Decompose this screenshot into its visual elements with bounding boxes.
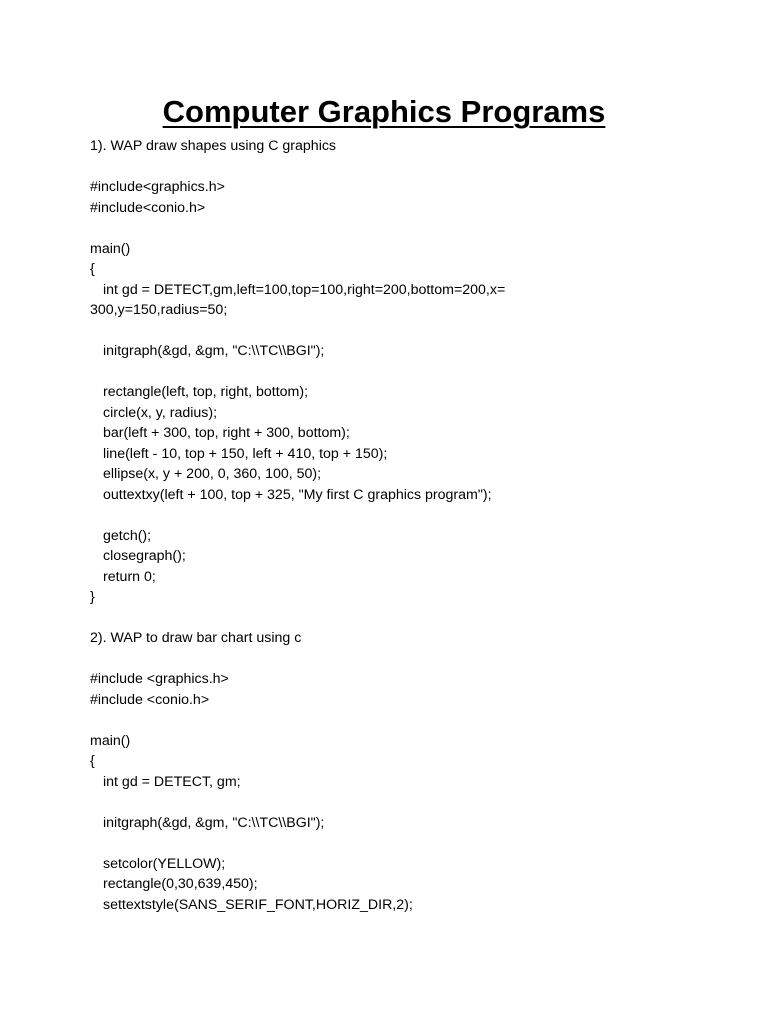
- blank-line: [90, 362, 730, 383]
- text-line: outtextxy(left + 100, top + 325, "My first C graphics program");: [103, 486, 492, 503]
- blank-line: [90, 218, 730, 239]
- document-title-text: Computer Graphics Programs: [162, 94, 606, 129]
- text-line: setcolor(YELLOW);: [103, 855, 226, 872]
- text-line: }: [90, 589, 95, 605]
- text-line: initgraph(&gd, &gm, "C:\\TC\\BGI");: [103, 343, 325, 359]
- text-line: main(): [90, 732, 131, 749]
- text-line: getch();: [103, 527, 152, 544]
- blank-line: [90, 321, 730, 342]
- document-title: [0, 92, 768, 132]
- blank-line: [90, 505, 730, 526]
- text-line: #include<conio.h>: [90, 199, 206, 216]
- text-line: ellipse(x, y + 200, 0, 360, 100, 50);: [103, 466, 322, 482]
- text-line: settextstyle(SANS_SERIF_FONT,HORIZ_DIR,2);: [103, 896, 413, 913]
- text-line: {: [90, 261, 95, 277]
- blank-line: [90, 833, 730, 854]
- text-line: return 0;: [103, 568, 156, 585]
- text-line: rectangle(0,30,639,450);: [103, 876, 258, 892]
- text-line: rectangle(left, top, right, bottom);: [103, 384, 309, 400]
- blank-line: [90, 710, 730, 731]
- text-line: main(): [90, 240, 131, 257]
- text-line: circle(x, y, radius);: [103, 404, 218, 421]
- blank-line: [90, 157, 730, 178]
- blank-line: [90, 792, 730, 813]
- text-line: #include<graphics.h>: [90, 179, 225, 195]
- text-line: line(left - 10, top + 150, left + 410, top + 150);: [103, 445, 388, 462]
- text-line: #include <graphics.h>: [90, 671, 229, 687]
- text-line: #include <conio.h>: [90, 691, 210, 708]
- text-line: closegraph();: [103, 548, 186, 564]
- text-line: 2). WAP to draw bar chart using c: [90, 630, 302, 646]
- document-body: [90, 136, 730, 915]
- blank-line: [90, 649, 730, 670]
- text-line: {: [90, 753, 95, 769]
- text-line: 1). WAP draw shapes using C graphics: [90, 138, 337, 154]
- text-line: int gd = DETECT, gm;: [103, 773, 241, 790]
- text-line: initgraph(&gd, &gm, "C:\\TC\\BGI");: [103, 814, 325, 831]
- blank-line: [90, 608, 730, 629]
- text-line: 300,y=150,radius=50;: [90, 302, 228, 318]
- text-line: int gd = DETECT,gm,left=100,top=100,right=200,bottom=200,x=: [103, 281, 506, 298]
- text-line: bar(left + 300, top, right + 300, bottom);: [103, 425, 350, 441]
